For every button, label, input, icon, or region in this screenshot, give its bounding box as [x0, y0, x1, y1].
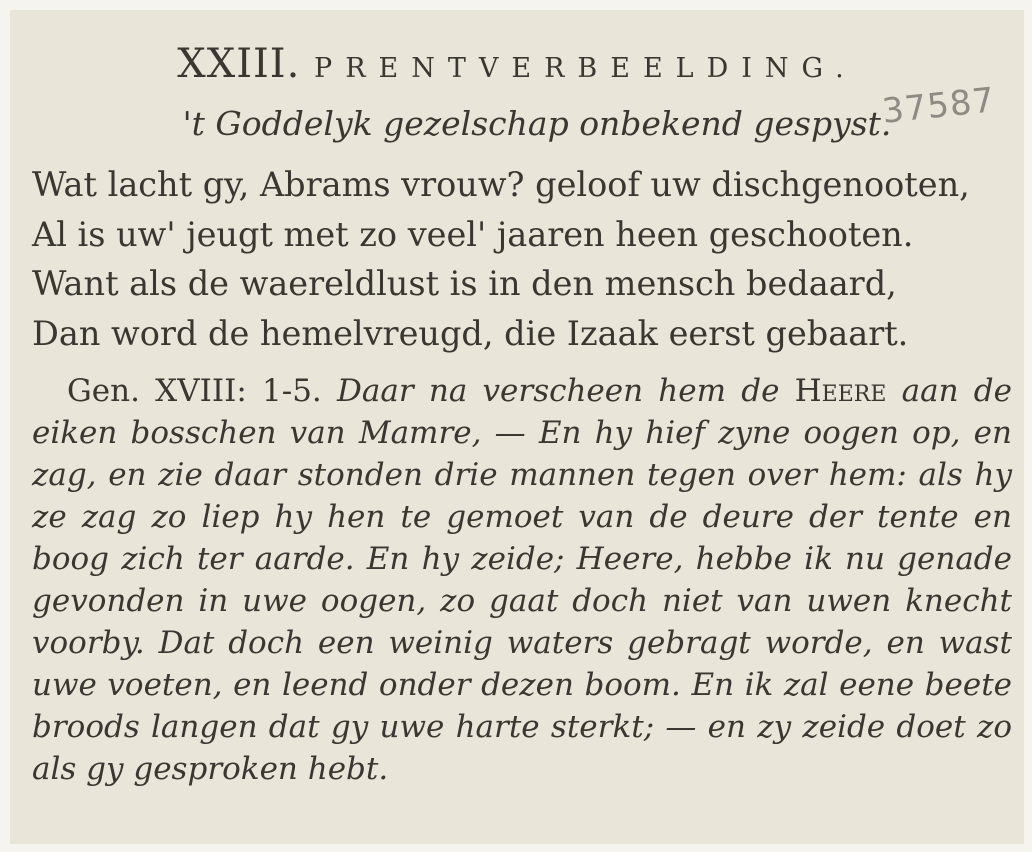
verse-line: Al is uw' jeugt met zo veel' jaaren heen geschooten.: [32, 214, 914, 254]
passage-body: aan de eiken bosschen van Mamre, — En hy hief zyne oogen op, en zag, en zie daar stonden drie mannen tegen over hem: als hy ze zag zo liep hy hen te gemoet van de deure der tente en boog zich ter aarde. En hy zeide; Heere, hebbe ik nu genade gevonden in uwe oogen, zo gaat doch niet van uwen knecht voorby. Dat doch een weinig waters gebragt worde, en wast uwe voeten, en leend onder dezen boom. En ik zal eene beete broods langen dat gy uwe harte sterkt; — en zy zeide doet zo als gy gesproken hebt.: [32, 373, 1012, 787]
heading-number: XXIII.: [177, 41, 301, 87]
page-heading: [10, 40, 1024, 93]
verse-line: Want als de waereldlust is in den mensch bedaard,: [32, 264, 897, 303]
verse-line: Dan word de hemelvreugd, die Izaak eerst gebaart.: [32, 313, 909, 353]
passage-intro: Daar na verscheen hem de: [337, 373, 780, 409]
verse-line: Wat lacht gy, Abrams vrouw? geloof uw dischgenooten,: [32, 165, 970, 204]
verse-block: [32, 160, 1022, 358]
passage-lord: Heere: [794, 373, 887, 409]
scripture-passage: [32, 370, 1012, 790]
scripture-reference: Gen. XVIII: 1-5.: [67, 373, 322, 409]
page-subtitle: 't Goddelyk gezelschap onbekend gespyst.: [182, 104, 892, 143]
pencil-inventory-number: 37587: [880, 80, 997, 132]
heading-label: PRENTVERBEELDING.: [314, 53, 857, 84]
